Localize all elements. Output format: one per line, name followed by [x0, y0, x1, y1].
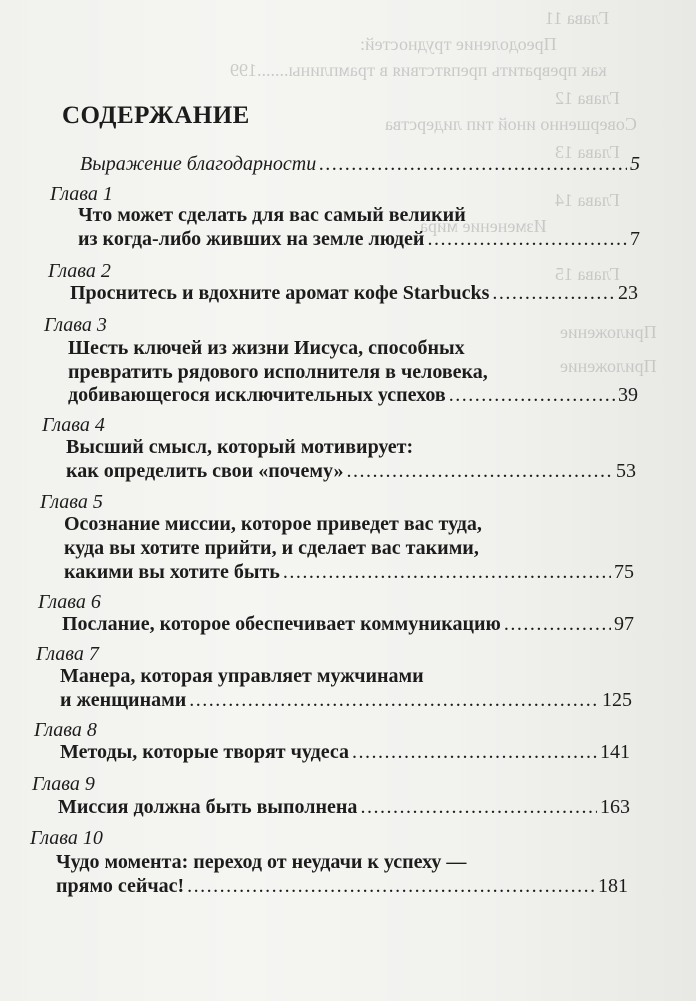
page-number: 141	[600, 741, 630, 763]
leader-dots	[360, 796, 597, 819]
chapter-label: Глава 1	[50, 183, 113, 205]
page-number: 7	[630, 228, 640, 250]
chapter-title-text: добивающегося исключительных успехов	[68, 384, 446, 406]
leader-dots	[492, 282, 615, 305]
page-number: 5	[630, 153, 640, 175]
chapter-label: Глава 9	[32, 773, 95, 795]
chapter-title-line: Шесть ключей из жизни Иисуса, способных	[68, 337, 465, 359]
chapter-title-line: Чудо момента: переход от неудачи к успеху —	[56, 851, 467, 873]
chapter-title-text: Послание, которое обеспечивает коммуникацию	[62, 613, 501, 635]
page-number: 23	[618, 282, 638, 304]
chapter-title-line: Что может сделать для вас самый великий	[78, 204, 466, 226]
chapter-label: Глава 4	[42, 414, 105, 436]
chapter-title-line-last	[56, 875, 628, 898]
page-number: 75	[614, 561, 634, 583]
chapter-label: Глава 5	[40, 491, 103, 513]
chapter-title-line-last	[64, 561, 634, 584]
page-title: СОДЕРЖАНИЕ	[62, 102, 250, 129]
chapter-title-text: Методы, которые творят чудеса	[60, 741, 350, 763]
chapter-title-line-last	[62, 613, 634, 636]
leader-dots	[504, 613, 611, 636]
page-number: 97	[614, 613, 634, 635]
chapter-label: Глава 8	[34, 719, 97, 741]
leader-dots	[449, 384, 615, 407]
page-number: 163	[600, 796, 630, 818]
chapter-title-text: какими вы хотите быть	[64, 561, 280, 583]
chapter-title-line: Осознание миссии, которое приведет вас туда,	[64, 513, 482, 535]
chapter-title-text: Миссия должна быть выполнена	[58, 796, 358, 818]
leader-dots	[319, 153, 627, 176]
toc-entry-title: Выражение благодарности	[80, 153, 317, 175]
leader-dots	[352, 741, 597, 764]
chapter-title-line-last	[68, 384, 638, 407]
chapter-label: Глава 6	[38, 591, 101, 613]
chapter-title-line-last	[70, 282, 638, 305]
page-number: 125	[602, 689, 632, 711]
chapter-label: Глава 10	[30, 827, 103, 849]
chapter-title-line: куда вы хотите прийти, и сделает вас такими,	[64, 537, 479, 559]
chapter-title-line: Манера, которая управляет мужчинами	[60, 665, 424, 687]
chapter-title-text: Проснитесь и вдохните аромат кофе Starbucks	[70, 282, 490, 304]
leader-dots	[347, 460, 614, 483]
show-through-text: Глава 11 Преодоление трудностей: как превратить препятствия в трамплины.......199 Глава 12 Совершенно иной тип лидерства Глава 13 Глава 14 Изменение мира Глава 15 Приложение Приложение	[230, 8, 657, 376]
toc-entry-line	[80, 153, 640, 176]
chapter-title-line-last	[60, 741, 630, 764]
page-number: 53	[616, 460, 636, 482]
leader-dots	[427, 228, 627, 251]
chapter-label: Глава 3	[44, 314, 107, 336]
leader-dots	[189, 689, 599, 712]
page-number: 39	[618, 384, 638, 406]
chapter-label: Глава 2	[48, 260, 111, 282]
chapter-title-line: Высший смысл, который мотивирует:	[66, 436, 414, 458]
chapter-title-line: превратить рядового исполнителя в человека,	[68, 361, 488, 383]
chapter-title-text: из когда-либо живших на земле людей	[78, 228, 425, 250]
chapter-title-line-last	[60, 689, 632, 712]
leader-dots	[187, 875, 595, 898]
chapter-title-text: прямо сейчас!	[56, 875, 185, 897]
chapter-title-line-last	[66, 460, 636, 483]
leader-dots	[283, 561, 611, 584]
chapter-label: Глава 7	[36, 643, 99, 665]
chapter-title-line-last	[58, 796, 630, 819]
chapter-title-text: и женщинами	[60, 689, 187, 711]
page-number: 181	[598, 875, 628, 897]
chapter-title-text: как определить свои «почему»	[66, 460, 344, 482]
chapter-title-line-last	[78, 228, 640, 251]
